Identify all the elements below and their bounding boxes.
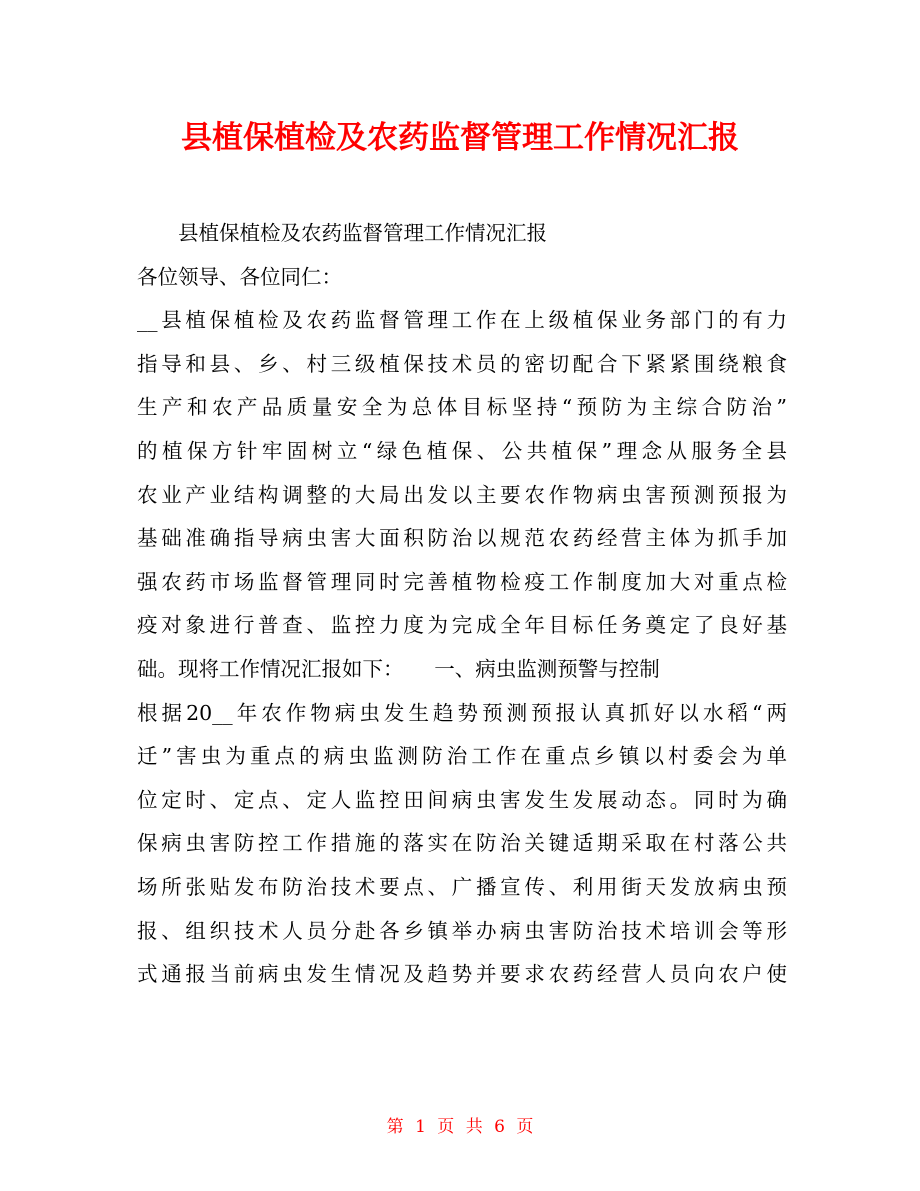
body-line: 根据20__年农作物病虫发生趋势预测预报认真抓好以水稻“两 <box>137 700 787 725</box>
body-line: 保病虫害防控工作措施的落实在防治关键适期采取在村落公共 <box>137 831 787 856</box>
body-line: 础。现将工作情况汇报如下： 一、病虫监测预警与控制 <box>137 656 660 681</box>
page-number-footer: 第 1 页 共 6 页 <box>386 1117 534 1137</box>
body-line: 位定时、定点、定人监控田间病虫害发生发展动态。同时为确 <box>137 787 787 812</box>
body-line: 强农药市场监督管理同时完善植物检疫工作制度加大对重点检 <box>137 569 787 594</box>
body-line: 基础准确指导病虫害大面积防治以规范农药经营主体为抓手加 <box>137 526 787 551</box>
body-line: 县植保植检及农药监督管理工作情况汇报 <box>137 221 547 245</box>
body-line: 指导和县、乡、村三级植保技术员的密切配合下紧紧围绕粮食 <box>137 351 787 376</box>
body-line: 迁”害虫为重点的病虫监测防治工作在重点乡镇以村委会为单 <box>137 744 787 769</box>
body-line: 疫对象进行普查、监控力度为完成全年目标任务奠定了良好基 <box>137 613 787 638</box>
body-line: __县植保植检及农药监督管理工作在上级植保业务部门的有力 <box>137 308 787 333</box>
body-line: 生产和农产品质量安全为总体目标坚持“预防为主综合防治” <box>137 395 787 420</box>
body-line: 各位领导、各位同仁： <box>137 264 342 289</box>
body-line: 场所张贴发布防治技术要点、广播宣传、利用街天发放病虫预 <box>137 874 787 899</box>
body-line: 农业产业结构调整的大局出发以主要农作物病虫害预测预报为 <box>137 482 787 507</box>
document-body <box>137 212 787 997</box>
body-line: 报、组织技术人员分赴各乡镇举办病虫害防治技术培训会等形 <box>137 918 787 943</box>
body-line: 式通报当前病虫发生情况及趋势并要求农药经营人员向农户使 <box>137 962 787 987</box>
body-line: 的植保方针牢固树立“绿色植保、公共植保”理念从服务全县 <box>137 438 787 463</box>
document-title: 县植保植检及农药监督管理工作情况汇报 <box>181 120 739 156</box>
